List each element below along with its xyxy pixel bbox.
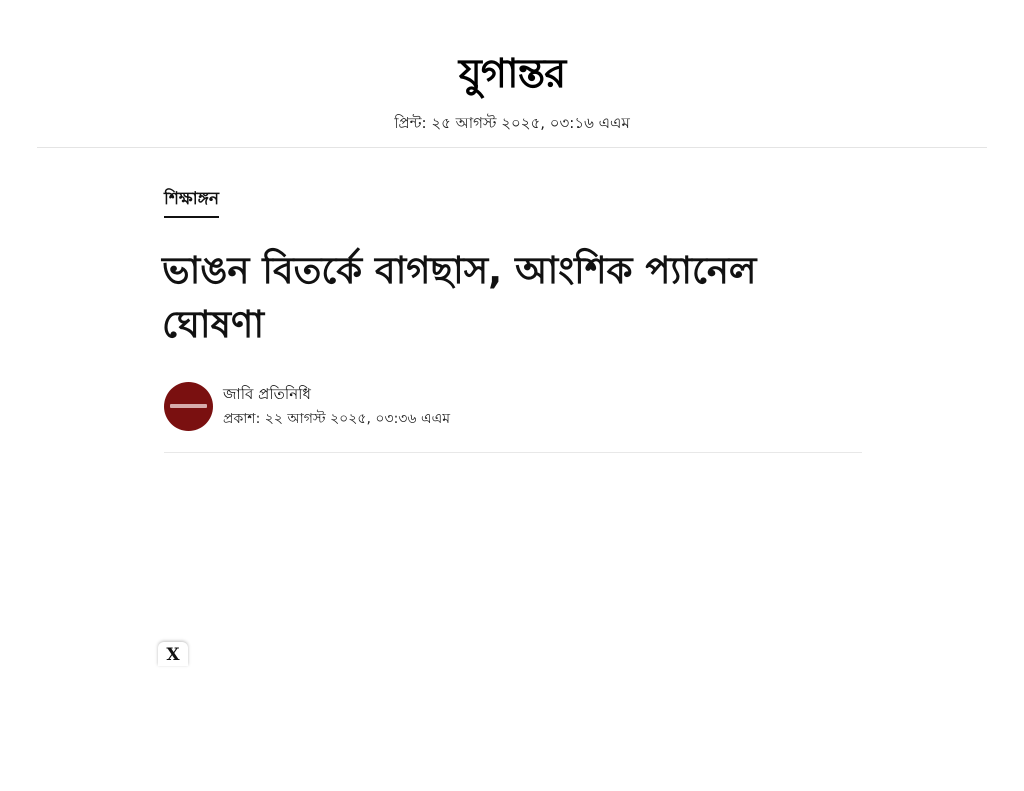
close-ad-button[interactable]: X <box>158 642 188 666</box>
site-logo[interactable]: যুগান্তর <box>458 50 566 97</box>
byline-divider <box>164 452 862 453</box>
author-name: জাবি প্রতিনিধি <box>223 385 311 403</box>
masthead <box>0 50 1024 98</box>
author-avatar <box>164 382 213 431</box>
header-divider <box>37 147 987 148</box>
print-date: প্রিন্ট: ২৫ আগস্ট ২০২৫, ০৩:১৬ এএম <box>394 114 630 132</box>
publish-date: প্রকাশ: ২২ আগস্ট ২০২৫, ০৩:৩৬ এএম <box>223 411 451 427</box>
category-link[interactable]: শিক্ষাঙ্গন <box>164 186 219 218</box>
avatar-logo-icon <box>170 404 207 408</box>
article-headline: ভাঙন বিতর্কে বাগছাস, আংশিক প্যানেল ঘোষণা <box>162 249 757 346</box>
